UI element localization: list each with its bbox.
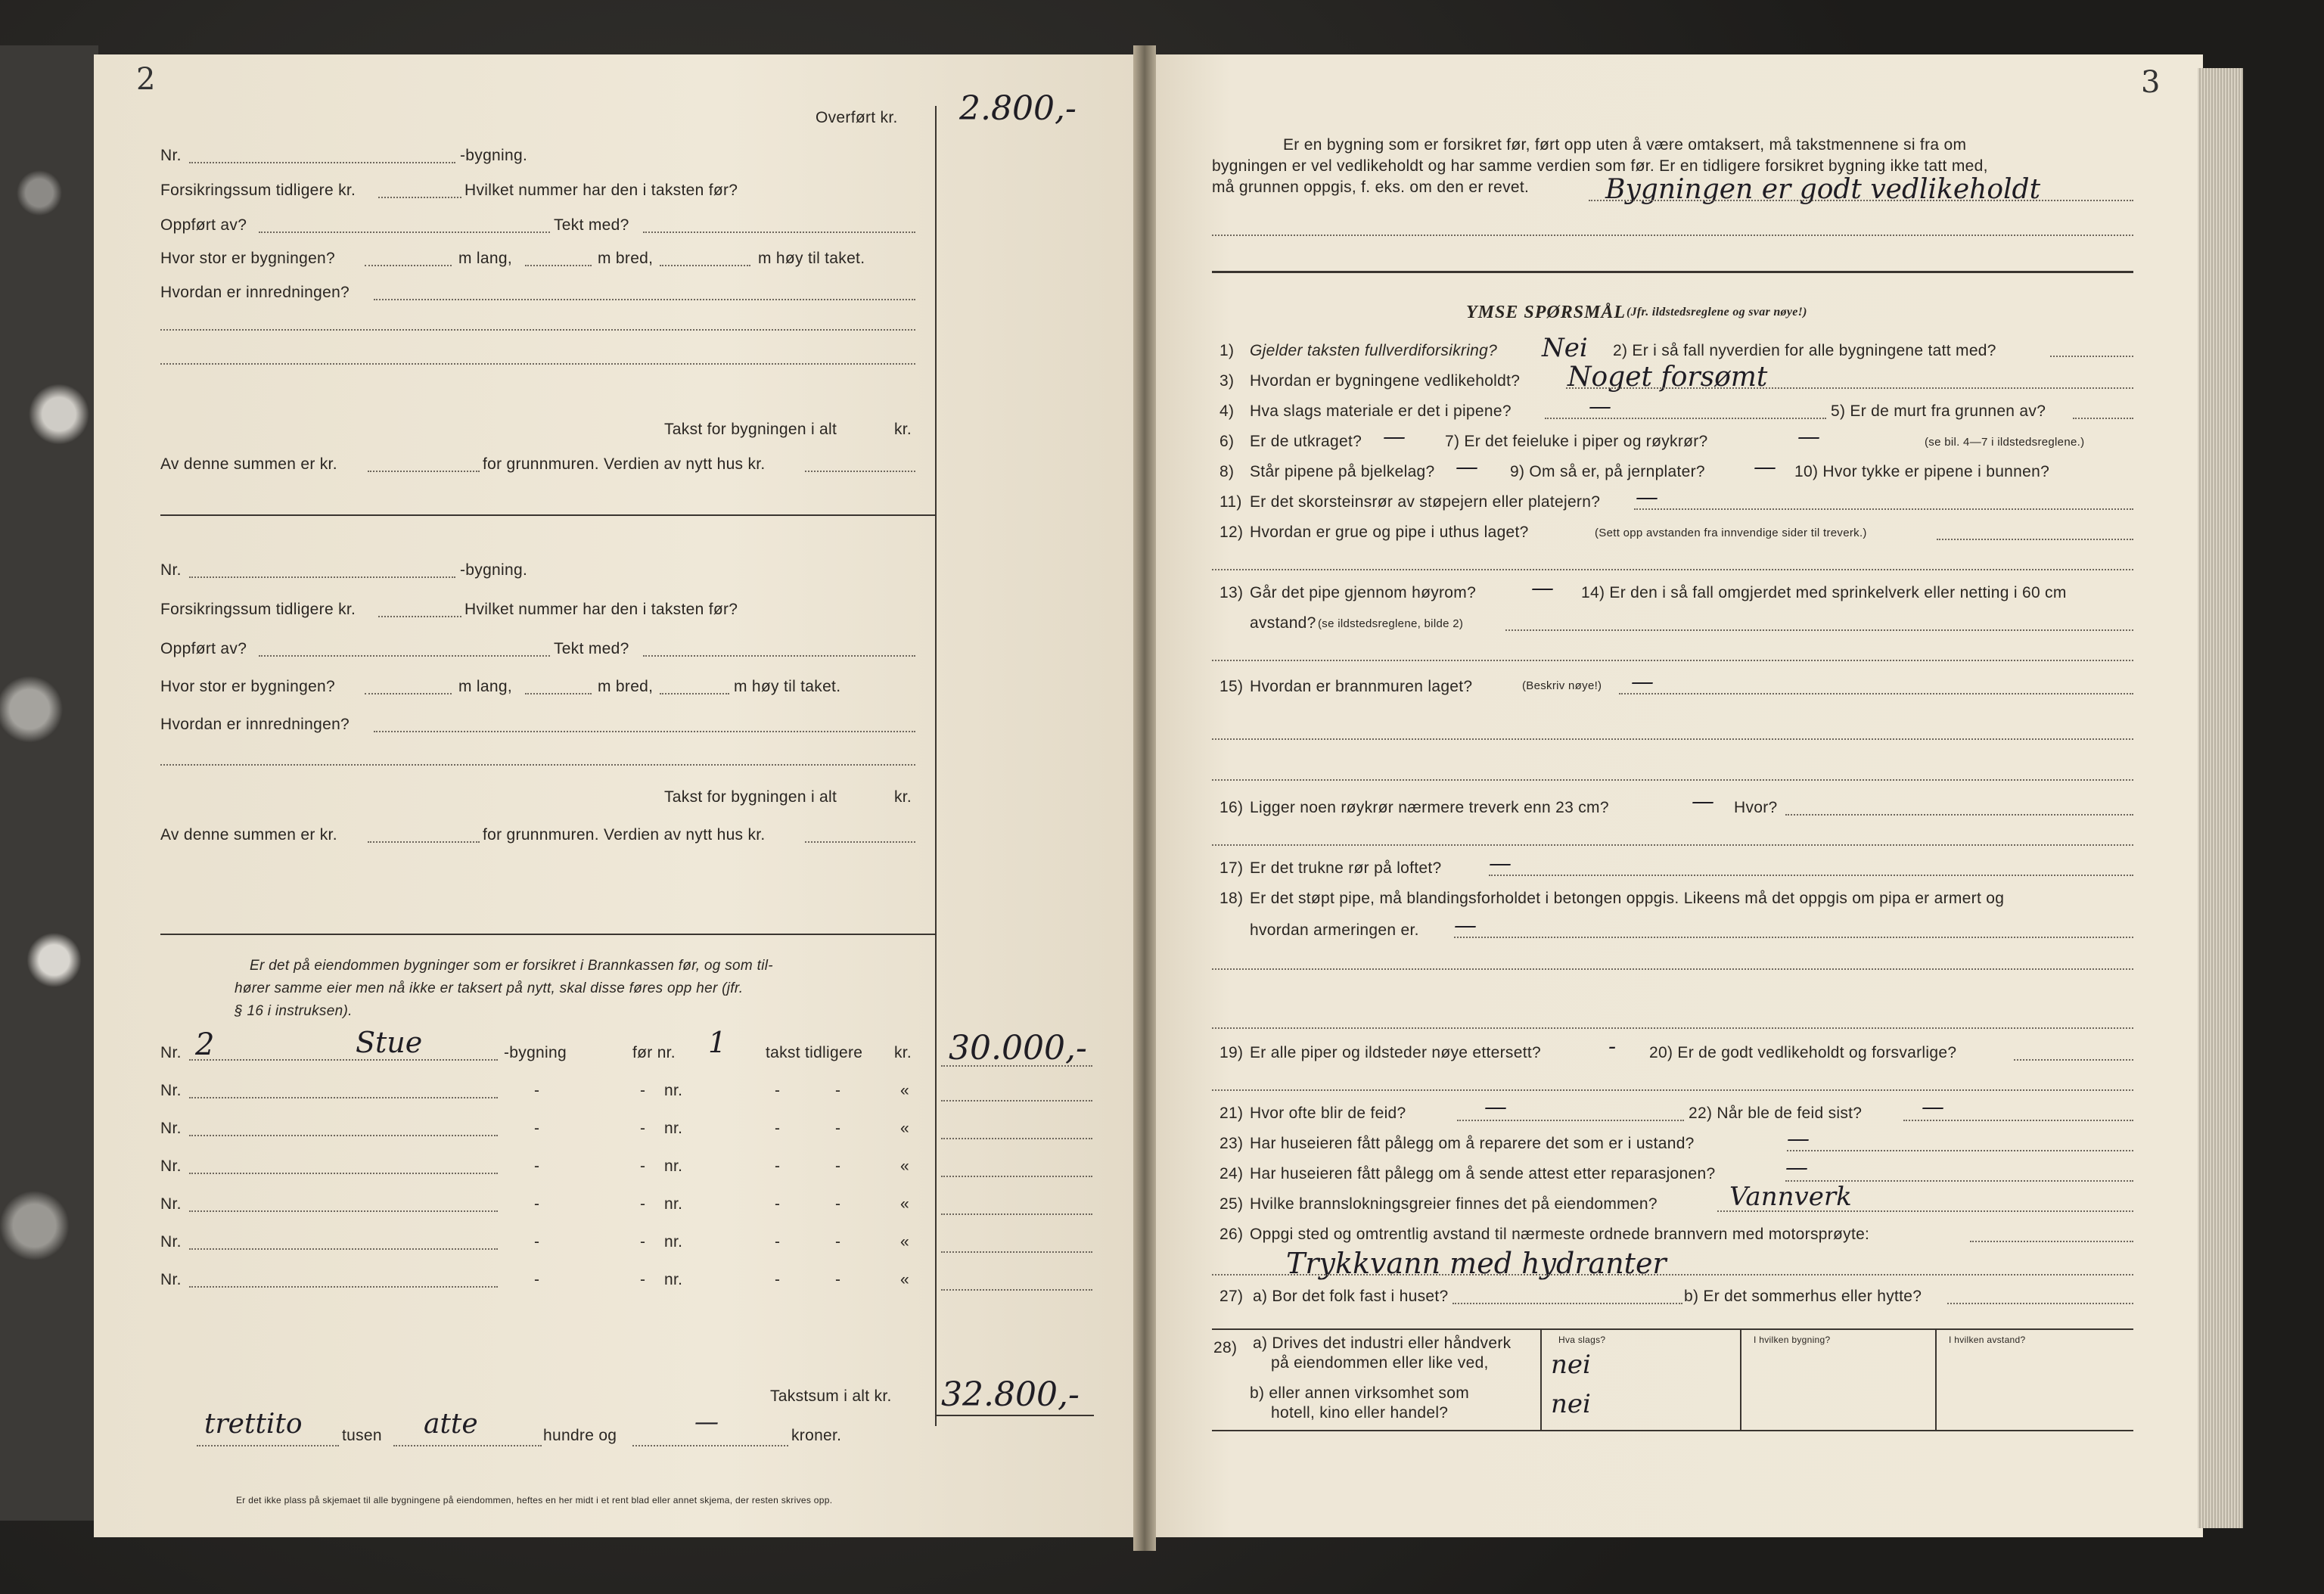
ditto-dash: - <box>835 1233 841 1251</box>
q3-text: Hvordan er bygningene vedlikeholdt? <box>1250 372 1521 390</box>
row-for-nr-value: 1 <box>708 1026 727 1059</box>
q4-answer: — <box>1589 393 1611 420</box>
ditto-dash: - <box>775 1195 781 1213</box>
bred-field[interactable] <box>525 693 592 694</box>
words-kroner-value: — <box>694 1407 719 1436</box>
hundre-field[interactable] <box>393 1445 542 1446</box>
instruction-line-1: Er det på eiendommen bygninger som er forsikret i Brannkassen før, og som til- <box>250 958 773 974</box>
forsikringssum-label: Forsikringssum tidligere kr. <box>160 601 356 618</box>
tekt-label: Tekt med? <box>554 216 629 234</box>
row-type-value: Stue <box>356 1026 423 1059</box>
ditto-dash: - <box>775 1120 781 1137</box>
q11-text: Er det skorsteinsrør av støpejern eller platejern? <box>1250 493 1601 511</box>
q-number: 16) <box>1219 799 1244 816</box>
nytt-hus-field[interactable] <box>805 471 915 472</box>
ditto-dash: - <box>640 1120 646 1137</box>
q27a-field[interactable] <box>1452 1303 1682 1304</box>
q18-field-3[interactable] <box>1212 1027 2133 1029</box>
ditto-dash: - <box>835 1082 841 1099</box>
q25-field[interactable] <box>1717 1210 2133 1212</box>
q28-col-head-building: I hvilken bygning? <box>1754 1335 1831 1345</box>
carried-value: 2.800,- <box>959 89 1077 128</box>
q18-text: Er det støpt pipe, må blandingsforholdet i betongen oppgis. Likeens må det oppgis om pipa er armert og <box>1250 890 2005 907</box>
tusen-label: tusen <box>342 1427 382 1444</box>
q16-field-2[interactable] <box>1212 844 2133 846</box>
q12-field-2[interactable] <box>1212 569 2133 570</box>
marbled-cover-edge <box>0 45 98 1521</box>
forsikringssum-label: Forsikringssum tidligere kr. <box>160 182 356 199</box>
innredning-field[interactable] <box>374 731 915 732</box>
ditto-dash: - <box>534 1271 540 1288</box>
q26-text: Oppgi sted og omtrentlig avstand til nærmeste ordnede brannvern med motorsprøyte: <box>1250 1226 1870 1243</box>
grunnmur-label: for grunnmuren. Verdien av nytt hus kr. <box>483 826 766 844</box>
ditto-dash: - <box>640 1195 646 1213</box>
row-nr-field[interactable] <box>189 1248 498 1250</box>
q28a-line-2: på eiendommen eller like ved, <box>1271 1354 1489 1372</box>
q28b-answer: nei <box>1551 1389 1591 1419</box>
ditto-dash: - <box>534 1195 540 1213</box>
q12-field[interactable] <box>1937 539 2133 540</box>
q-number: 15) <box>1219 678 1244 695</box>
page-stack-edge <box>2198 68 2243 1528</box>
ditto-nr: nr. <box>664 1233 683 1251</box>
hvilket-nummer-label: Hvilket nummer har den i taksten før? <box>464 601 738 618</box>
ditto-nr: nr. <box>664 1271 683 1288</box>
q28a-line-1: a) Drives det industri eller håndverk <box>1253 1335 1512 1352</box>
intro-line-3: må grunnen oppgis, f. eks. om den er revet. <box>1212 179 1530 196</box>
row-nr-field[interactable] <box>189 1286 498 1288</box>
q28-col-head-what: Hva slags? <box>1558 1335 1606 1345</box>
q21-answer: — <box>1484 1094 1507 1120</box>
innredning-field[interactable] <box>374 299 915 300</box>
q10-text: 10) Hvor tykke er pipene i bunnen? <box>1794 463 2050 480</box>
row-takst-label: takst tidligere <box>766 1044 863 1061</box>
total-value: 32.800,- <box>941 1375 1080 1414</box>
q25-answer: Vannverk <box>1729 1182 1852 1212</box>
q-number: 1) <box>1219 342 1235 359</box>
ditto-dash: - <box>835 1271 841 1288</box>
misc-questions-note: (Jfr. ildstedsreglene og svar nøye!) <box>1626 306 1807 318</box>
row-nr-value: 2 <box>195 1027 215 1062</box>
m-lang-label: m lang, <box>458 678 512 695</box>
ditto-dash: - <box>835 1157 841 1175</box>
q14-field[interactable] <box>1505 629 2133 631</box>
ditto-dash: - <box>640 1082 646 1099</box>
ditto-dash: - <box>775 1233 781 1251</box>
q17-answer: — <box>1489 850 1512 877</box>
q5-text: 5) Er de murt fra grunnen av? <box>1831 402 2046 420</box>
q18-field[interactable] <box>1454 937 2133 938</box>
q22-text: 22) Når ble de feid sist? <box>1689 1105 1863 1122</box>
q16-answer: — <box>1692 788 1714 815</box>
hvor-stor-label: Hvor stor er bygningen? <box>160 678 336 695</box>
heading-rule <box>1212 271 2133 273</box>
tusen-field[interactable] <box>197 1445 339 1446</box>
forsikringssum-field[interactable] <box>378 197 461 198</box>
q20-field-2[interactable] <box>1212 1089 2133 1091</box>
q-number: 6) <box>1219 433 1235 450</box>
row-nr-field[interactable] <box>189 1059 498 1061</box>
q3-field[interactable] <box>1566 387 2133 389</box>
ditto-dash: - <box>835 1120 841 1137</box>
q15-answer: — <box>1631 669 1654 695</box>
q14-note: (se ildstedsreglene, bilde 2) <box>1318 617 1464 630</box>
m-bred-label: m bred, <box>598 250 654 267</box>
q8-answer: — <box>1456 454 1478 480</box>
q22-field[interactable] <box>1903 1120 2133 1121</box>
row-for-nr-label: før nr. <box>632 1044 676 1061</box>
q-number: 24) <box>1219 1165 1244 1182</box>
q28-col-rule-2 <box>1740 1328 1741 1430</box>
q-number: 28) <box>1213 1339 1238 1356</box>
q28a-answer: nei <box>1551 1350 1591 1380</box>
q28-bottom-rule <box>1212 1430 2133 1431</box>
m-lang-label: m lang, <box>458 250 512 267</box>
nr-label: Nr. <box>160 147 182 164</box>
row-nr-field[interactable] <box>189 1135 498 1136</box>
innredning-field-3[interactable] <box>160 363 915 365</box>
q2-text: 2) Er i så fall nyverdien for alle bygningene tatt med? <box>1613 342 1996 359</box>
nr-field[interactable] <box>189 162 455 163</box>
q18-text-2: hvordan armeringen er. <box>1250 921 1419 939</box>
q23-text: Har huseieren fått pålegg om å reparere det som er i ustand? <box>1250 1135 1695 1152</box>
ditto-quote: « <box>900 1271 909 1288</box>
q-number: 8) <box>1219 463 1235 480</box>
ditto-dash: - <box>775 1082 781 1099</box>
q9-answer: — <box>1754 454 1776 480</box>
row-nr-label: Nr. <box>160 1271 182 1288</box>
row-nr-label: Nr. <box>160 1195 182 1213</box>
carried-label: Overført kr. <box>816 109 898 126</box>
q19-text: Er alle piper og ildsteder nøye ettersett? <box>1250 1044 1541 1061</box>
q16-text: Ligger noen røykrør nærmere treverk enn 23 cm? <box>1250 799 1609 816</box>
row-nr-label: Nr. <box>160 1044 182 1061</box>
q15-field[interactable] <box>1619 693 2133 694</box>
intro-answer: Bygningen er godt vedlikeholdt <box>1605 174 2041 205</box>
row-nr-label: Nr. <box>160 1120 182 1137</box>
ditto-quote: « <box>900 1082 909 1099</box>
q1-answer: Nei <box>1542 333 1588 363</box>
innredning-label: Hvordan er innredningen? <box>160 284 350 301</box>
ditto-dash: - <box>640 1233 646 1251</box>
instruction-line-3: § 16 i instruksen). <box>235 1003 353 1019</box>
right-page <box>1145 54 2203 1537</box>
footnote: Er det ikke plass på skjemaet til alle bygningene på eiendommen, heftes en her midt i et rent blad eller annet skjema, der resten skrives opp. <box>236 1495 833 1505</box>
row-amount-field[interactable] <box>941 1138 1092 1139</box>
ditto-nr: nr. <box>664 1082 683 1099</box>
m-hoy-label: m høy til taket. <box>758 250 865 267</box>
bygning-label: -bygning. <box>460 147 528 164</box>
q1-text: Gjelder taksten fullverdiforsikring? <box>1250 342 1498 359</box>
row-kr-label: kr. <box>894 1044 912 1061</box>
row-nr-field[interactable] <box>189 1210 498 1212</box>
grunnmur-label: for grunnmuren. Verdien av nytt hus kr. <box>483 455 766 473</box>
forsikringssum-field[interactable] <box>378 616 461 617</box>
hvor-stor-label: Hvor stor er bygningen? <box>160 250 336 267</box>
q25-text: Hvilke brannslokningsgreier finnes det på eiendommen? <box>1250 1195 1658 1213</box>
q6-text: Er de utkraget? <box>1250 433 1362 450</box>
section-divider-2 <box>160 934 935 935</box>
intro-line-2: bygningen er vel vedlikeholdt og har samme verdien som før. Er en tidligere forsikret bygning ikke tatt med, <box>1212 157 1988 175</box>
q21-text: Hvor ofte blir de feid? <box>1250 1105 1406 1122</box>
innredning-field-2[interactable] <box>160 329 915 331</box>
ditto-dash: - <box>775 1271 781 1288</box>
q19-answer: - <box>1608 1033 1617 1060</box>
hundre-label: hundre og <box>543 1427 617 1444</box>
hvilket-nummer-label: Hvilket nummer har den i taksten før? <box>464 182 738 199</box>
page-number-right: 3 <box>2141 65 2161 100</box>
total-underline <box>935 1415 1094 1416</box>
q20-text: 20) Er de godt vedlikeholdt og forsvarlige? <box>1649 1044 1957 1061</box>
q7-text: 7) Er det feieluke i piper og røykrør? <box>1445 433 1708 450</box>
q14-text: 14) Er den i så fall omgjerdet med sprinkelverk eller netting i 60 cm <box>1581 584 2067 601</box>
ditto-dash: - <box>534 1082 540 1099</box>
q27a-text: a) Bor det folk fast i huset? <box>1253 1288 1449 1305</box>
intro-answer-field[interactable] <box>1589 200 2133 201</box>
row-amount-field[interactable] <box>941 1176 1092 1177</box>
q7-answer: — <box>1797 424 1820 450</box>
ditto-dash: - <box>640 1271 646 1288</box>
ditto-dash: - <box>534 1157 540 1175</box>
tekt-field[interactable] <box>643 655 915 657</box>
total-label: Takstsum i alt kr. <box>770 1387 892 1405</box>
ditto-dash: - <box>640 1157 646 1175</box>
q28b-line-2: hotell, kino eller handel? <box>1271 1404 1449 1422</box>
q24-text: Har huseieren fått pålegg om å sende attest etter reparasjonen? <box>1250 1165 1716 1182</box>
q18-field-2[interactable] <box>1212 968 2133 970</box>
misc-questions-heading: YMSE SPØRSMÅL <box>1466 303 1626 322</box>
bygning-label: -bygning. <box>460 561 528 579</box>
q18-answer: — <box>1454 912 1477 939</box>
grunnmur-field[interactable] <box>368 471 480 472</box>
row-amount-value: 30.000,- <box>949 1029 1087 1067</box>
lang-field[interactable] <box>365 693 452 694</box>
q26-answer: Trykkvann med hydranter <box>1286 1247 1667 1280</box>
ditto-dash: - <box>775 1157 781 1175</box>
ditto-quote: « <box>900 1233 909 1251</box>
q15-field-2[interactable] <box>1212 738 2133 740</box>
q3-answer: Noget forsømt <box>1567 362 1768 393</box>
takst-kr-label: kr. <box>894 421 912 438</box>
q14-text-2: avstand? <box>1250 614 1316 632</box>
q-number: 25) <box>1219 1195 1244 1213</box>
hoy-field[interactable] <box>660 693 729 694</box>
intro-line-1: Er en bygning som er forsikret før, ført opp uten å være omtaksert, må takstmennene si fra om <box>1283 136 1967 154</box>
q-number: 26) <box>1219 1226 1244 1243</box>
q9-text: 9) Om så er, på jernplater? <box>1510 463 1705 480</box>
lang-field[interactable] <box>365 265 452 266</box>
q-number: 18) <box>1219 890 1244 907</box>
oppfort-label: Oppført av? <box>160 640 247 657</box>
q2-field[interactable] <box>2050 356 2133 357</box>
q28-col-rule-3 <box>1935 1328 1937 1430</box>
q28b-line-1: b) eller annen virksomhet som <box>1250 1384 1469 1402</box>
words-hundre-value: atte <box>424 1409 478 1440</box>
section-divider-1 <box>160 514 935 516</box>
q27b-text: b) Er det sommerhus eller hytte? <box>1684 1288 1922 1305</box>
q4-field[interactable] <box>1545 418 1826 419</box>
q8-text: Står pipene på bjelkelag? <box>1250 463 1435 480</box>
q27b-field[interactable] <box>1947 1303 2133 1304</box>
innredning-label: Hvordan er innredningen? <box>160 716 350 733</box>
av-denne-label: Av denne summen er kr. <box>160 455 337 473</box>
q12-text: Hvordan er grue og pipe i uthus laget? <box>1250 524 1529 541</box>
hoy-field[interactable] <box>660 265 750 266</box>
row-nr-label: Nr. <box>160 1233 182 1251</box>
q-number: 27) <box>1219 1288 1244 1305</box>
q-number: 4) <box>1219 402 1235 420</box>
q7-note: (se bil. 4—7 i ildstedsreglene.) <box>1925 436 2085 449</box>
q11-field[interactable] <box>1634 508 2133 510</box>
oppfort-label: Oppført av? <box>160 216 247 234</box>
av-denne-label: Av denne summen er kr. <box>160 826 337 844</box>
q23-answer: — <box>1787 1126 1810 1152</box>
grunnmur-field[interactable] <box>368 841 480 843</box>
q4-text: Hva slags materiale er det i pipene? <box>1250 402 1512 420</box>
q-number: 19) <box>1219 1044 1244 1061</box>
takst-label: Takst for bygningen i alt <box>664 788 837 806</box>
instruction-line-2: hører samme eier men nå ikke er taksert på nytt, skal disse føres opp her (jfr. <box>235 980 744 996</box>
q-number: 13) <box>1219 584 1244 601</box>
q13-answer: — <box>1531 575 1554 601</box>
q16-field[interactable] <box>1785 814 2133 816</box>
row-amount-field[interactable] <box>941 1251 1092 1253</box>
row-nr-label: Nr. <box>160 1157 182 1175</box>
row-amount-field[interactable] <box>941 1213 1092 1215</box>
q21-field[interactable] <box>1457 1120 1684 1121</box>
q28-col-head-distance: I hvilken avstand? <box>1949 1335 2026 1345</box>
left-page <box>94 54 1142 1537</box>
row-amount-field[interactable] <box>941 1065 1092 1067</box>
q-number: 11) <box>1219 493 1242 511</box>
amount-column-rule <box>935 106 937 1426</box>
row-nr-field[interactable] <box>189 1173 498 1174</box>
q28-top-rule <box>1212 1328 2133 1330</box>
page-number-left: 2 <box>136 62 156 97</box>
takst-kr-label: kr. <box>894 788 912 806</box>
q15-text: Hvordan er brannmuren laget? <box>1250 678 1473 695</box>
q5-field[interactable] <box>2073 418 2133 419</box>
innredning-field-2[interactable] <box>160 764 915 766</box>
oppfort-field[interactable] <box>259 231 550 233</box>
q23-field[interactable] <box>1787 1150 2133 1151</box>
q22-answer: — <box>1922 1094 1944 1120</box>
row-amount-field[interactable] <box>941 1289 1092 1291</box>
kroner-field[interactable] <box>632 1445 788 1446</box>
q-number: 21) <box>1219 1105 1244 1122</box>
q26-field[interactable] <box>1970 1241 2133 1242</box>
q17-text: Er det trukne rør på loftet? <box>1250 859 1442 877</box>
q20-field[interactable] <box>2014 1059 2133 1061</box>
ditto-dash: - <box>534 1233 540 1251</box>
q6-answer: — <box>1383 424 1406 450</box>
q26-field-2[interactable] <box>1212 1274 2133 1276</box>
q12-note: (Sett opp avstanden fra innvendige sider til treverk.) <box>1595 527 1867 539</box>
oppfort-field[interactable] <box>259 655 550 657</box>
ditto-quote: « <box>900 1195 909 1213</box>
row-nr-field[interactable] <box>189 1097 498 1098</box>
nr-label: Nr. <box>160 561 182 579</box>
words-tusen-value: trettito <box>204 1409 303 1440</box>
q15-note: (Beskriv nøye!) <box>1522 679 1602 692</box>
nytt-hus-field[interactable] <box>805 841 915 843</box>
tekt-field[interactable] <box>643 231 915 233</box>
row-bygning-label: -bygning <box>504 1044 567 1061</box>
book-gutter <box>1133 45 1156 1551</box>
q28-col-rule-1 <box>1540 1328 1542 1430</box>
q-number: 23) <box>1219 1135 1244 1152</box>
q-number: 3) <box>1219 372 1235 390</box>
q-number: 17) <box>1219 859 1244 877</box>
q24-answer: — <box>1785 1154 1808 1181</box>
q17-field[interactable] <box>1489 875 2133 876</box>
takst-label: Takst for bygningen i alt <box>664 421 837 438</box>
ditto-nr: nr. <box>664 1120 683 1137</box>
ditto-quote: « <box>900 1157 909 1175</box>
ditto-dash: - <box>534 1120 540 1137</box>
q13-text: Går det pipe gjennom høyrom? <box>1250 584 1477 601</box>
q11-answer: — <box>1636 484 1658 511</box>
nr-field[interactable] <box>189 576 455 578</box>
q16-hvor: Hvor? <box>1734 799 1778 816</box>
kroner-label: kroner. <box>791 1427 842 1444</box>
m-bred-label: m bred, <box>598 678 654 695</box>
ditto-nr: nr. <box>664 1157 683 1175</box>
bred-field[interactable] <box>525 265 592 266</box>
row-nr-label: Nr. <box>160 1082 182 1099</box>
m-hoy-label: m høy til taket. <box>734 678 841 695</box>
row-amount-field[interactable] <box>941 1100 1092 1102</box>
ditto-dash: - <box>835 1195 841 1213</box>
q15-field-3[interactable] <box>1212 779 2133 781</box>
tekt-label: Tekt med? <box>554 640 629 657</box>
q14-field-2[interactable] <box>1212 660 2133 661</box>
ditto-nr: nr. <box>664 1195 683 1213</box>
ditto-quote: « <box>900 1120 909 1137</box>
intro-answer-field-2[interactable] <box>1212 235 2133 236</box>
q-number: 12) <box>1219 524 1244 541</box>
